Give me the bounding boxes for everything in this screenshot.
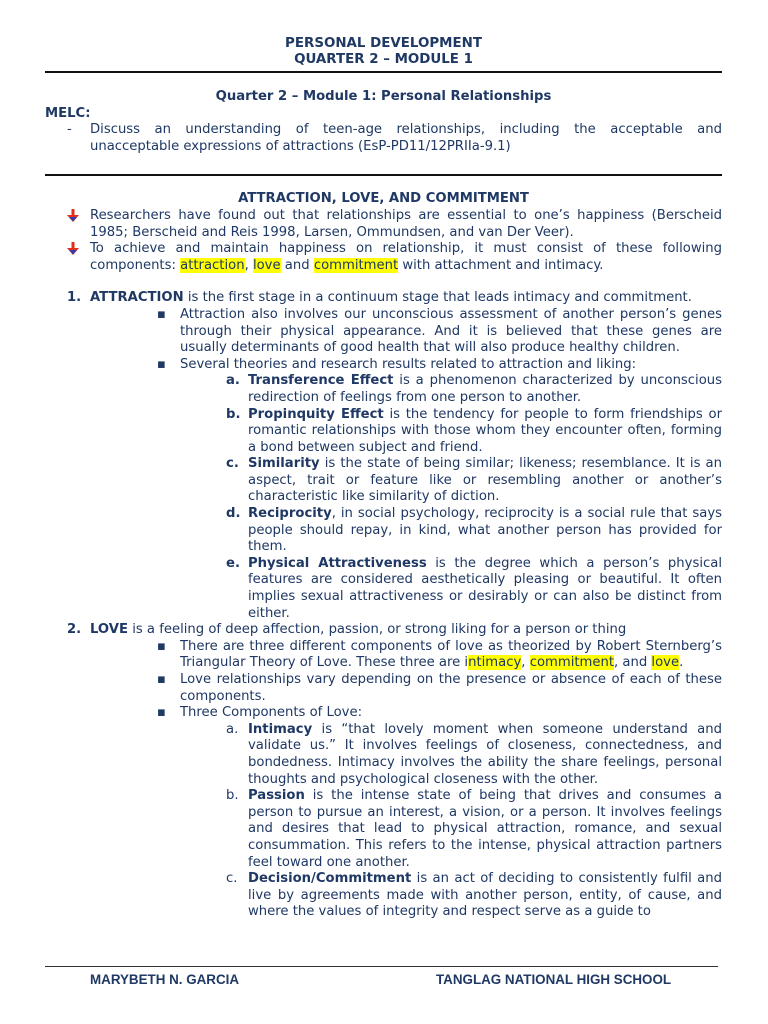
melc-label: MELC: xyxy=(45,105,91,121)
term: Similarity xyxy=(248,456,320,472)
letter-marker: c. xyxy=(226,456,239,472)
number-marker: 2. xyxy=(67,622,82,638)
footer-author: MARYBETH N. GARCIA xyxy=(90,972,240,987)
list-item: e. Physical Attractiveness is the degree which a person’s physical features are considered aesthetically pleasing or beautiful. It often implies sexual attractiveness or desirably or can also be distinct from either. xyxy=(45,556,722,622)
highlight-commitment: commitment xyxy=(529,655,615,671)
attraction-bullet-2-text: Several theories and research results related to attraction and liking: xyxy=(180,356,637,372)
attraction-bullet-1 xyxy=(45,307,722,357)
header-line1: PERSONAL DEVELOPMENT xyxy=(285,36,482,51)
attraction-section xyxy=(45,290,722,307)
list-item: a. Intimacy is “that lovely moment when someone understand and validate us.” It involves feelings of closeness, connectedness, and bondedness. Intimacy involves the ability the share feelings, personal thoughts and psychological closeness with the other. xyxy=(45,722,722,788)
attraction-bullet-2 xyxy=(45,357,722,374)
list-item: b. Propinquity Effect is the tendency for people to form friendships or romantic relationships with those whom they encounter often, forming a bond between subject and friend. xyxy=(45,407,722,457)
section-title: ATTRACTION, LOVE, AND COMMITMENT xyxy=(238,191,529,207)
list-item: c. Similarity is the state of being similar; likeness; resemblance. It is an aspect, trait or feature like or resembling another or another’s characteristic like similarity of diction. xyxy=(45,456,722,506)
letter-marker: e. xyxy=(226,555,240,571)
love-bullet-3 xyxy=(45,705,722,722)
list-item: b. Passion is the intense state of being that drives and consumes a person to pursue an interest, a vision, or a person. It involves feelings and desires that lead to physical attraction, romance, and sexual consummation. This refers to the intense, physical attraction partners feel toward one another. xyxy=(45,788,722,871)
term: Decision/Commitment xyxy=(248,871,412,887)
letter-marker: c. xyxy=(226,871,238,887)
header-divider xyxy=(45,71,722,73)
document-page xyxy=(45,36,722,927)
term: Propinquity Effect xyxy=(248,406,384,422)
love-components-list xyxy=(45,722,722,927)
letter-marker: b. xyxy=(226,406,241,422)
list-item: a. Transference Effect is a phenomenon characterized by unconscious redirection of feelings from one person to another. xyxy=(45,373,722,406)
square-bullet-icon: ▪ xyxy=(157,672,166,687)
number-marker: 1. xyxy=(67,290,82,306)
square-bullet-icon: ▪ xyxy=(157,638,166,654)
attraction-def: ATTRACTION is the first stage in a continuum stage that leads intimacy and commitment. xyxy=(90,290,692,306)
letter-marker: a. xyxy=(226,721,239,737)
highlight-intimacy: ntimacy xyxy=(468,655,522,671)
attraction-theories-list xyxy=(45,373,722,622)
square-bullet-icon: ▪ xyxy=(157,356,166,372)
highlight-love: love xyxy=(651,655,680,671)
attraction-term: ATTRACTION xyxy=(90,290,184,306)
square-bullet-icon: ▪ xyxy=(157,705,166,721)
love-bullet-3-text: Three Components of Love: xyxy=(180,705,363,721)
arrow-down-bullet-icon xyxy=(45,208,90,241)
intro-bullet-2-text: To achieve and maintain happiness on relationship, it must consist of these following components: attraction, love and commitment with attachment and intimacy. xyxy=(90,241,722,273)
letter-marker: a. xyxy=(226,373,240,389)
melc-item xyxy=(45,122,722,155)
love-section xyxy=(45,622,722,639)
list-item: c. Decision/Commitment is an act of deciding to consistently fulfil and live by agreements made with another person, entity, of cause, and where the values of integrity and respect serve as a guide to xyxy=(45,871,722,921)
love-bullet-1-text: There are three different components of love as theorized by Robert Sternberg’s Triangular Theory of Love. These three are intimacy, commitment, and love. xyxy=(180,638,722,671)
term: Physical Attractiveness xyxy=(248,555,427,571)
letter-marker: b. xyxy=(226,788,239,804)
term: Reciprocity xyxy=(248,506,332,522)
highlight-love: love xyxy=(252,257,281,273)
header-line2: QUARTER 2 – MODULE 1 xyxy=(294,52,473,67)
term: Intimacy xyxy=(248,721,313,737)
module-title: Quarter 2 – Module 1: Personal Relationships xyxy=(215,89,552,104)
melc-divider xyxy=(45,174,722,176)
letter-marker: d. xyxy=(226,506,241,522)
intro-bullet-1-text: Researchers have found out that relationships are essential to one’s happiness (Berscheid 1985; Berscheid and Reis 1998, Larsen, Ommundsen, and van Der Veer). xyxy=(90,207,722,240)
term: Passion xyxy=(248,788,305,804)
arrow-down-bullet-icon xyxy=(45,241,90,274)
love-def: LOVE is a feeling of deep affection, passion, or strong liking for a person or thing xyxy=(90,622,627,638)
love-bullet-1 xyxy=(45,639,722,672)
footer-school: TANGLAG NATIONAL HIGH SCHOOL xyxy=(436,972,672,987)
highlight-commitment: commitment xyxy=(313,257,399,273)
highlight-attraction: attraction xyxy=(180,257,245,273)
footer-divider xyxy=(45,966,718,967)
love-bullet-2-text: Love relationships vary depending on the presence or absence of each of these components. xyxy=(180,672,722,704)
list-item: d. Reciprocity, in social psychology, reciprocity is a social rule that says people should repay, in kind, what another person has provided for them. xyxy=(45,506,722,556)
attraction-bullet-1-text: Attraction also involves our unconscious assessment of another person’s genes through their physical appearance. And it is believed that these genes are usually determinants of good health that will also produce healthy children. xyxy=(180,306,722,356)
square-bullet-icon: ▪ xyxy=(157,306,166,322)
intro-bullet-2 xyxy=(45,241,722,274)
love-term: LOVE xyxy=(90,622,129,638)
term: Transference Effect xyxy=(248,373,394,389)
dash-marker: - xyxy=(67,122,72,138)
love-bullet-2 xyxy=(45,672,722,705)
melc-text: Discuss an understanding of teen-age relationships, including the acceptable and unacceptable expressions of attractions (EsP-PD11/12PRIIa-9.1) xyxy=(90,122,722,154)
intro-bullet-1 xyxy=(45,208,722,241)
